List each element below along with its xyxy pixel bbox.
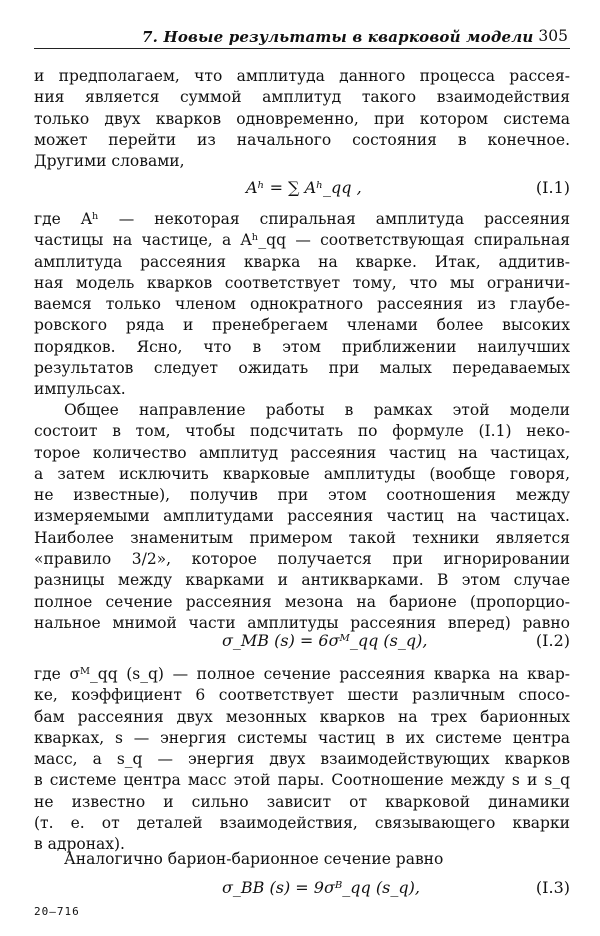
paragraph-4 <box>34 664 570 856</box>
text-line: в системе центра масс этой пары. Соотношение между s и s_q <box>34 771 570 790</box>
page-number: 305 <box>538 27 568 45</box>
equation-formula: σ_MB (s) = 6σᴹ_qq (s_q), <box>222 631 428 650</box>
text-line: порядков. Ясно, что в этом приближении наилучших <box>34 337 570 356</box>
text-line: Другими словами, <box>34 152 185 171</box>
text-line: ке, коэффициент 6 соответствует шести различным спосо- <box>34 686 570 705</box>
text-line: где Aʰ — некоторая спиральная амплитуда рассеяния <box>34 210 570 228</box>
text-line: торое количество амплитуд рассеяния частиц на частицах, <box>34 443 570 462</box>
text-line: только двух кварков одновременно, при котором система <box>34 109 570 128</box>
text-line: ваемся только членом однократного рассеяния из глаубе- <box>34 295 570 314</box>
text-line: а затем исключить кварковые амплитуды (вообще говоря, <box>34 464 570 483</box>
equation-number: (I.1) <box>535 178 570 197</box>
paragraph-5 <box>34 849 570 870</box>
text-line: амплитуда рассеяния кварка на кварке. Итак, аддитив- <box>34 252 570 271</box>
text-line: импульсах. <box>34 380 126 399</box>
printer-signature: 20—716 <box>34 905 80 918</box>
text-line: (т. е. от деталей взаимодействия, связывающего кварки <box>34 814 570 833</box>
text-line: полное сечение рассеяния мезона на барионе (пропорцио- <box>34 592 570 611</box>
text-line: состоит в том, чтобы подсчитать по формуле (I.1) неко- <box>34 422 570 441</box>
text-line: результатов следует ожидать при малых передаваемых <box>34 359 570 378</box>
paragraph-2 <box>34 209 570 401</box>
equation-formula: σ_BB (s) = 9σᴮ_qq (s_q), <box>222 878 420 897</box>
text-line: Общее направление работы в рамках этой модели <box>64 401 570 419</box>
text-line: не известно и сильно зависит от кварковой динамики <box>34 792 570 811</box>
equation-formula: Aʰ = ∑ Aʰ_qq , <box>246 178 362 197</box>
text-line: не известные), получив при этом соотношения между <box>34 486 570 505</box>
text-line: в адронах). <box>34 835 125 854</box>
paragraph-1 <box>34 66 570 172</box>
text-line: «правило 3/2», которое получается при игнорировании <box>34 550 570 569</box>
text-line: масс, а s_q — энергия двух взаимодействующих кварков <box>34 750 570 769</box>
paragraph-3 <box>34 400 570 634</box>
text-line: ная модель кварков соответствует тому, что мы ограничи- <box>34 273 570 292</box>
text-line: где σᴹ_qq (s_q) — полное сечение рассеяния кварка на квар- <box>34 665 570 683</box>
equation-2 <box>34 629 570 657</box>
equation-3 <box>34 876 570 904</box>
text-line: бам рассеяния двух мезонных кварков на трех барионных <box>34 707 570 726</box>
running-header <box>34 26 570 49</box>
text-line: Наиболее знаменитым примером такой техники является <box>34 528 570 547</box>
text-line: кварках, s — энергия системы частиц в их системе центра <box>34 728 570 747</box>
equation-number: (I.2) <box>535 631 570 650</box>
equation-1 <box>34 176 570 204</box>
equation-number: (I.3) <box>535 878 570 897</box>
text-line: частицы на частице, а Aʰ_qq — соответствующая спиральная <box>34 231 570 250</box>
text-line: Аналогично барион-барионное сечение равно <box>64 850 444 868</box>
text-line: разницы между кварками и антикварками. В этом случае <box>34 571 570 590</box>
text-line: может перейти из начального состояния в конечное. <box>34 130 570 149</box>
text-line: ровского ряда и пренебрегаем членами более высоких <box>34 316 570 335</box>
text-line: и предполагаем, что амплитуда данного процесса рассея- <box>34 67 570 85</box>
chapter-title: 7. Новые результаты в кварковой модели <box>142 28 534 46</box>
text-line: измеряемыми амплитудами рассеяния частиц на частицах. <box>34 507 570 526</box>
text-line: ния является суммой амплитуд такого взаимодействия <box>34 88 570 107</box>
text-line: нальное мнимой части амплитуды рассеяния вперед) равно <box>34 613 570 632</box>
